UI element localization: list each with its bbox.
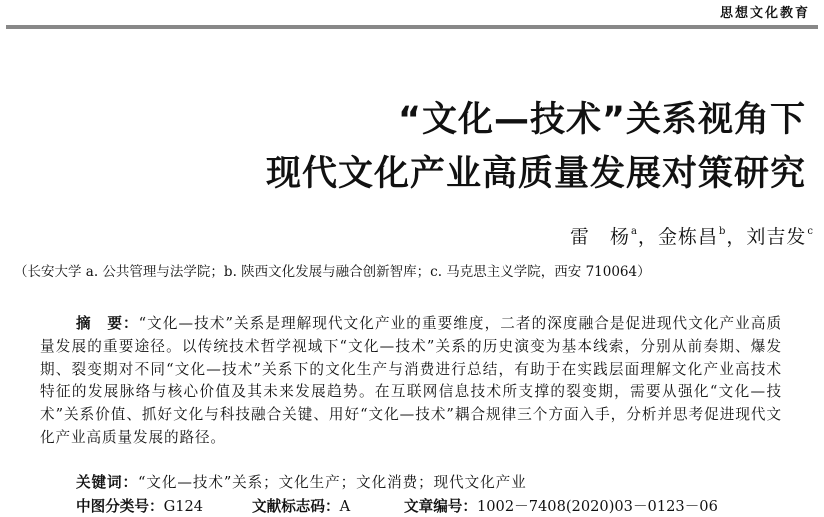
journal-column-label: 思想文化教育 (719, 6, 810, 21)
author-separator: ， (726, 226, 747, 248)
article-number (404, 495, 718, 516)
classification-number (76, 495, 252, 516)
article-title-line-1: “文化—技术”关系视角下 (397, 100, 806, 140)
author-affiliation-mark: c (807, 226, 814, 237)
article-metadata (76, 495, 718, 516)
article-number-label: 文章编号： (404, 498, 477, 515)
abstract-text: “文化—技术”关系是理解现代文化产业的重要维度，二者的深度融合是促进现代文化产业高质量发展的重要途径。以传统技术哲学视域下“文化—技术”关系的历史演变为基本线索，分别从前奏期、爆发期、裂变期对不同“文化—技术”关系下的文化生产与消费进行总结，有助于在实践层面理解文化产业高技术特征的发展脉络与核心价值及其未来发展趋势。在互联网信息技术所支撑的裂变期，需要从强化“文化—技术”关系价值、抓好文化与科技融合关键、用好“文化—技术”耦合规律三个方面入手，分析并思考促进现代文化产业高质量发展的路径。 (40, 315, 782, 446)
keywords (76, 471, 527, 492)
document-code-label: 文献标志码： (252, 498, 340, 515)
author-list (570, 222, 814, 249)
document-code-value: A (339, 498, 351, 515)
author-separator: ， (637, 226, 658, 248)
abstract (40, 313, 782, 450)
author-name: 金栋昌 (657, 226, 718, 248)
classification-value: G124 (163, 498, 204, 515)
keywords-label: 关键词： (76, 474, 138, 491)
classification-label: 中图分类号： (76, 498, 164, 515)
article-title-line-2: 现代文化产业高质量发展对策研究 (265, 154, 806, 194)
header-rule (6, 25, 818, 29)
author-name: 刘吉发 (746, 226, 807, 248)
author-affiliation-mark: b (718, 226, 727, 237)
keywords-text: “文化—技术”关系；文化生产；文化消费；现代文化产业 (137, 474, 527, 491)
author-affiliation-mark: a (630, 226, 638, 237)
author-affiliation: （长安大学 a. 公共管理与法学院；b. 陕西文化发展与融合创新智库；c. 马克思主义学院，西安 710064） (14, 264, 651, 280)
article-number-value: 1002－7408(2020)03－0123－06 (476, 498, 718, 515)
author-name: 雷 杨 (569, 226, 630, 248)
abstract-label: 摘 要： (76, 315, 139, 332)
document-code (252, 495, 404, 516)
